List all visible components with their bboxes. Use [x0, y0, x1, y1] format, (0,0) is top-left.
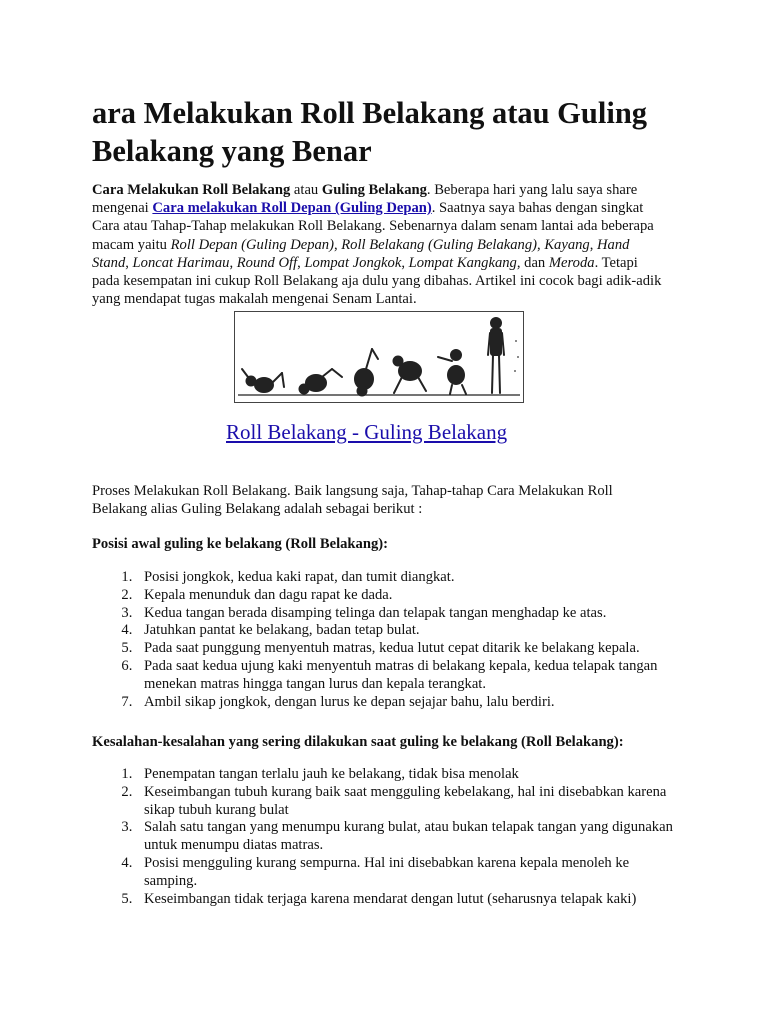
heading-posisi-awal: Posisi awal guling ke belakang (Roll Belakang):	[92, 536, 388, 552]
intro-text-4: . Tetapi pada kesempatan ini cukup Roll Belakang aja dulu yang dibahas. Artikel ini cocok bagi adik-adik yang mendapat tugas makalah mengenai Senam Lantai.	[92, 254, 662, 308]
list-item: 7. Ambil sikap jongkok, dengan lurus ke depan sejajar bahu, lalu berdiri.	[136, 694, 676, 712]
list-item: 2. Kepala menunduk dan dagu rapat ke dada.	[136, 587, 676, 605]
list-item: 3. Kedua tangan berada disamping telinga dan telapak tangan menghadap ke atas.	[136, 605, 676, 623]
roll-belakang-illustration	[234, 311, 524, 403]
intro-italic-2: Roll Belakang (Guling Belakang)	[341, 236, 538, 253]
intro-sep-7: ,	[401, 254, 409, 271]
intro-italic-4: Hand Stand	[92, 236, 630, 271]
proses-paragraph: Proses Melakukan Roll Belakang. Baik langsung saja, Tahap-tahap Cara Melakukan Roll Belakang alias Guling Belakang adalah sebagai berikut :	[92, 483, 613, 518]
intro-bold-2: Guling Belakang	[321, 182, 427, 198]
list-item: 3. Salah satu tangan yang menumpu kurang bulat, atau bukan telapak tangan yang digunakan untuk menumpu diatas matras.	[136, 819, 676, 855]
intro-sep-8: , dan	[516, 254, 549, 271]
heading-kesalahan: Kesalahan-kesalahan yang sering dilakukan saat guling ke belakang (Roll Belakang):	[92, 734, 624, 750]
list-item: 2. Keseimbangan tubuh kurang baik saat mengguling kebelakang, hal ini disebabkan karena sikap tubuh kurang bulat	[136, 784, 676, 820]
intro-italic-6: Round Off	[236, 254, 298, 271]
list-item: 6. Pada saat kedua ujung kaki menyentuh matras di belakang kepala, kedua telapak tangan menekan matras hingga tangan lurus dan kepala terangkat.	[136, 658, 676, 694]
intro-paragraph	[92, 181, 662, 308]
intro-sep-3: ,	[589, 236, 598, 253]
intro-sep-1: ,	[333, 236, 342, 253]
list-item: 4. Posisi mengguling kurang sempurna. Hal ini disebabkan karena kepala menoleh ke samping.	[136, 855, 676, 891]
intro-italic-3: Kayang	[544, 236, 590, 253]
mistakes-list	[92, 766, 676, 908]
steps-list	[92, 569, 676, 711]
intro-italic-7: Lompat Jongkok	[304, 254, 402, 271]
list-item: 4. Jatuhkan pantat ke belakang, badan tetap bulat.	[136, 622, 676, 640]
intro-sep-4: ,	[125, 254, 133, 271]
intro-bold-1: Cara Melakukan Roll Belakang	[92, 182, 291, 198]
section-link-roll-belakang[interactable]: Roll Belakang - Guling Belakang	[226, 420, 508, 444]
intro-italic-9: Meroda	[548, 254, 595, 271]
intro-text-1: atau	[290, 182, 322, 198]
intro-sep-5: ,	[229, 254, 237, 271]
intro-sep-2: ,	[537, 236, 545, 253]
intro-italic-1: Roll Depan (Guling Depan)	[170, 236, 334, 253]
intro-italic-8: Lompat Kangkang	[408, 254, 517, 271]
article-title: ara Melakukan Roll Belakang atau Guling Belakang yang Benar	[92, 96, 648, 168]
list-item: 1. Penempatan tangan terlalu jauh ke belakang, tidak bisa menolak	[136, 766, 676, 784]
list-item: 1. Posisi jongkok, kedua kaki rapat, dan tumit diangkat.	[136, 569, 676, 587]
intro-text-2: . Beberapa hari yang lalu saya share mengenai	[92, 182, 638, 217]
intro-text-3: . Saatnya saya bahas dengan singkat Cara atau Tahap-Tahap melakukan Roll Belakang. Sebenarnya dalam senam lantai ada beberapa macam yaitu	[92, 200, 654, 253]
list-item: 5. Pada saat punggung menyentuh matras, kedua lutut cepat ditarik ke belakang kepala.	[136, 640, 676, 658]
list-item: 5. Keseimbangan tidak terjaga karena mendarat dengan lutut (seharusnya telapak kaki)	[136, 891, 676, 909]
intro-italic-5: Loncat Harimau	[132, 254, 230, 271]
intro-sep-6: ,	[297, 254, 305, 271]
roll-depan-link[interactable]: Cara melakukan Roll Depan (Guling Depan)	[152, 200, 432, 217]
